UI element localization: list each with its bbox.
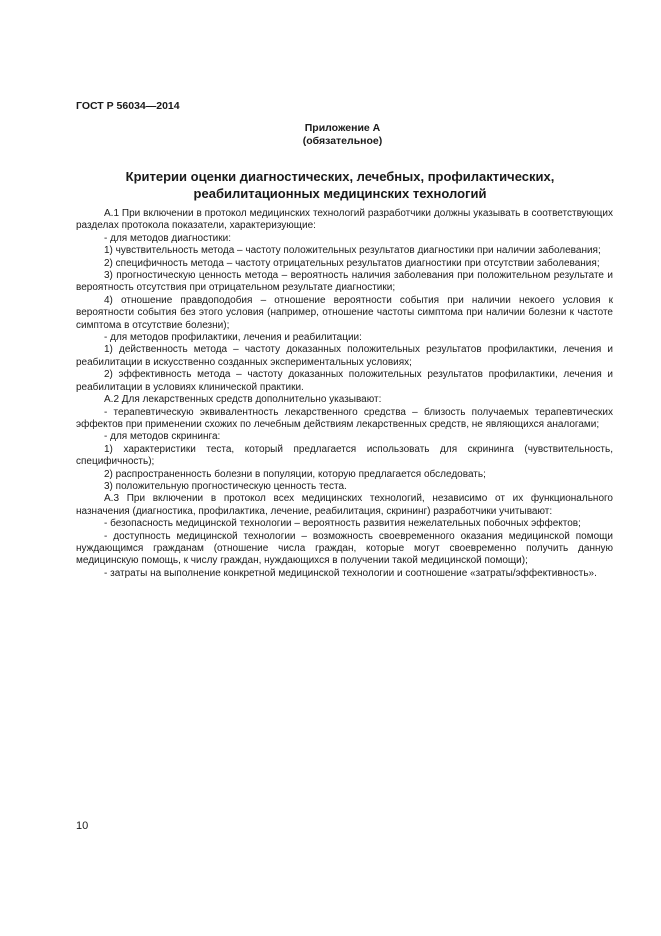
paragraph: 2) специфичность метода – частоту отрицательных результатов диагностики при отсутствии заболевания;	[104, 257, 600, 269]
main-title	[90, 168, 590, 202]
document-code: ГОСТ Р 56034—2014	[76, 100, 180, 112]
main-title-line-2: реабилитационных медицинских технологий	[193, 186, 487, 201]
main-title-line-1: Критерии оценки диагностических, лечебных, профилактических,	[125, 169, 555, 184]
paragraph: 3) прогностическую ценность метода – вероятность наличия заболевания при положительном результате и вероятность отсутствия при отрицательном результате диагностики;	[76, 270, 613, 294]
paragraph: - для методов профилактики, лечения и реабилитации:	[104, 332, 362, 344]
paragraph: - терапевтическую эквивалентность лекарственного средства – близость получаемых терапевтических эффектов при применении схожих по лечебным действиям лекарственных средств, не являющихся аналогами;	[76, 406, 613, 430]
paragraph: - для методов диагностики:	[104, 232, 231, 244]
page-number: 10	[76, 820, 89, 832]
paragraph: А.1 При включении в протокол медицинских технологий разработчики должны указывать в соответствующих разделах протокола показатели, характеризующие:	[76, 208, 613, 232]
paragraph: 2) распространенность болезни в популяции, которую предлагается обследовать;	[104, 468, 486, 480]
document-body	[76, 208, 613, 580]
paragraph: - безопасность медицинской технологии – вероятность развития нежелательных побочных эффектов;	[104, 518, 581, 530]
paragraph: А.3 При включении в протокол всех медицинских технологий, независимо от их функционального назначения (диагностика, профилактика, лечение, реабилитация, скрининг) разработчики учитывают:	[76, 493, 613, 517]
paragraph: А.2 Для лекарственных средств дополнительно указывают:	[104, 394, 382, 406]
paragraph: 2) эффективность метода – частоту доказанных положительных результатов профилактики, лечения и реабилитации в условиях клинической практики.	[76, 369, 613, 393]
paragraph: 3) положительную прогностическую ценность теста.	[104, 480, 347, 492]
paragraph: - доступность медицинской технологии – возможность своевременного оказания медицинской помощи нуждающимся гражданам (отношение числа граждан, которые могут своевременно получить данную медицинскую помощь, к числу граждан, нуждающихся в получении такой медицинской помощи);	[76, 530, 613, 567]
paragraph: 4) отношение правдоподобия – отношение вероятности события при наличии некоего условия к вероятности события без этого условия (например, отношение частоты симптома при наличии болезни к частоте симптома в отсутствие болезни);	[76, 294, 613, 331]
paragraph: 1) характеристики теста, который предлагается использовать для скрининга (чувствительность, специфичность);	[76, 443, 613, 468]
paragraph: 1) чувствительность метода – частоту положительных результатов диагностики при наличии заболевания;	[104, 245, 601, 257]
appendix-status: (обязательное)	[302, 135, 383, 147]
paragraph: - для методов скрининга:	[104, 431, 221, 443]
paragraph: 1) действенность метода – частоту доказанных положительных результатов профилактики, лечения и реабилитации в искусственно созданных экспериментальных условиях;	[76, 344, 613, 368]
paragraph: - затраты на выполнение конкретной медицинской технологии и соотношение «затраты/эффективность».	[104, 567, 597, 579]
appendix-title: Приложение А	[304, 122, 381, 134]
